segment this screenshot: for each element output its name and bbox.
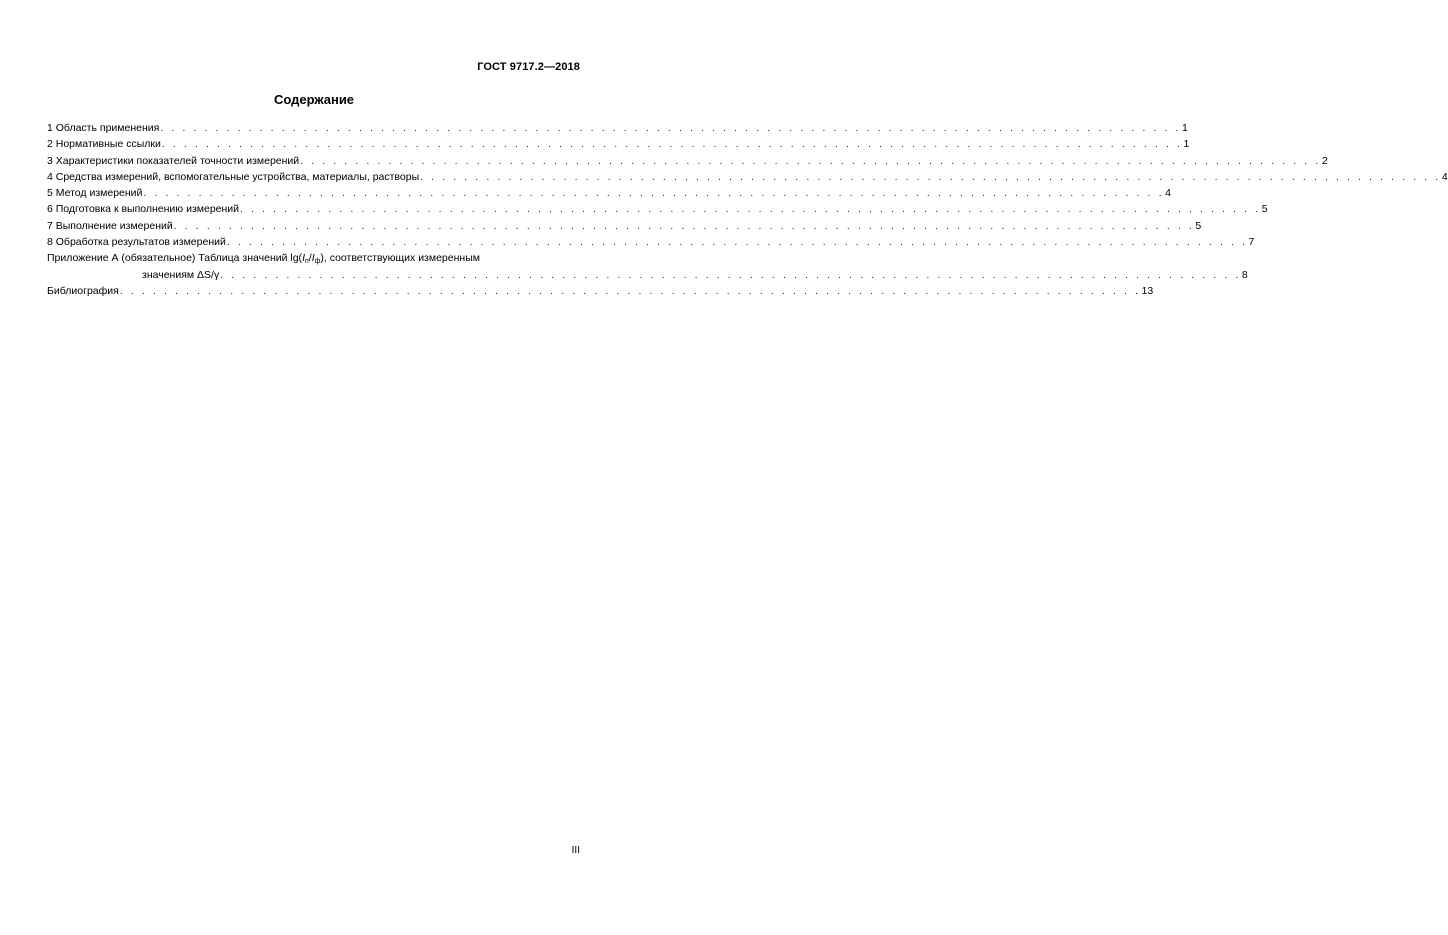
toc-leader-dots: . . . . . . . . . . . . . . . . . . . . . . . . . . . . . . . . . . . . . . . . . . . . . . . . . . . . . . . . . . . . . . . . . . . . . . . . . . . . . . . . . . . . . . . . . . . . . [160,122,1182,134]
page-number: III [571,845,580,856]
table-of-contents [47,120,1448,299]
toc-entry-scope[interactable] [47,120,1188,136]
toc-leader-dots: . . . . . . . . . . . . . . . . . . . . . . . . . . . . . . . . . . . . . . . . . . . . . . . . . . . . . . . . . . . . . . . . . . . . . . . . . . . . . . . . . . . . . . . . . . . . . [173,219,1195,232]
subscript-f: ф [314,258,321,266]
intensity-symbol: I [311,252,315,265]
toc-leader-dots: . . . . . . . . . . . . . . . . . . . . . . . . . . . . . . . . . . . . . . . . . . . . . . . . . . . . . . . . . . . . . . . . . . . . . . . . . . . . . . . . . . . . . . . . . . . . . [119,284,1141,297]
toc-entry-preparation[interactable] [47,201,1268,217]
toc-entry-processing[interactable] [47,234,1255,250]
appendix-second-line [47,267,1248,283]
toc-entry-label: 4 Средства измерений, вспомогательные устройства, материалы, растворы [47,170,420,183]
toc-entry-method[interactable] [47,185,1171,201]
toc-leader-dots: . . . . . . . . . . . . . . . . . . . . . . . . . . . . . . . . . . . . . . . . . . . . . . . . . . . . . . . . . . . . . . . . . . . . . . . . . . . . . . . . . . . . . . . . . . . . . [143,187,1165,200]
toc-entry-page: 13 [1141,284,1154,297]
intensity-symbol: I [302,252,305,265]
toc-leader-dots: . . . . . . . . . . . . . . . . . . . . . . . . . . . . . . . . . . . . . . . . . . . . . . . . . . . . . . . . . . . . . . . . . . . . . . . . . . . . . . . . . . . . . . . . . . . . . [420,170,1441,183]
toc-entry-label: 2 Нормативные ссылки [47,138,161,151]
appendix-title-suffix: ), соответствующих измеренным [320,252,480,265]
toc-entry-execution[interactable] [47,218,1202,234]
toc-entry-label: 3 Характеристики показателей точности измерений [47,154,300,167]
toc-entry-page: 1 [1182,122,1188,134]
toc-leader-dots: . . . . . . . . . . . . . . . . . . . . . . . . . . . . . . . . . . . . . . . . . . . . . . . . . . . . . . . . . . . . . . . . . . . . . . . . . . . . . . . . . . . . . . . . . . . . . [300,154,1321,167]
toc-entry-page: 5 [1261,203,1268,216]
toc-entry-label: 1 Область применения [47,122,160,134]
toc-entry-label: 6 Подготовка к выполнению измерений [47,203,240,216]
toc-entry-page: 7 [1248,236,1255,249]
toc-leader-dots: . . . . . . . . . . . . . . . . . . . . . . . . . . . . . . . . . . . . . . . . . . . . . . . . . . . . . . . . . . . . . . . . . . . . . . . . . . . . . . . . . . . . . . . . . . . . . [226,236,1248,249]
toc-entry-label: 8 Обработка результатов измерений [47,236,226,249]
toc-entry-accuracy[interactable] [47,153,1328,169]
toc-entry-appendix-a[interactable] [47,250,1248,283]
toc-entry-page: 4 [1441,170,1448,183]
subscript-n: п [304,258,309,266]
toc-entry-bibliography[interactable] [47,283,1154,299]
appendix-title-prefix: Приложение А (обязательное) Таблица значений lg( [47,252,303,265]
toc-entry-page: 8 [1241,268,1248,281]
division-slash: / [308,252,312,265]
toc-leader-dots: . . . . . . . . . . . . . . . . . . . . . . . . . . . . . . . . . . . . . . . . . . . . . . . . . . . . . . . . . . . . . . . . . . . . . . . . . . . . . . . . . . . . . . . . . . . . . [240,203,1261,216]
appendix-title-continuation: значениям ΔS/γ [142,268,220,281]
toc-entry-instruments[interactable] [47,169,1448,185]
toc-entry-page: 4 [1165,187,1171,200]
toc-leader-dots: . . . . . . . . . . . . . . . . . . . . . . . . . . . . . . . . . . . . . . . . . . . . . . . . . . . . . . . . . . . . . . . . . . . . . . . . . . . . . . . . . . . . . . . . . . . . . [161,138,1183,151]
toc-leader-dots: . . . . . . . . . . . . . . . . . . . . . . . . . . . . . . . . . . . . . . . . . . . . . . . . . . . . . . . . . . . . . . . . . . . . . . . . . . . . . . . . . . . . . . . . . . . . . [220,268,1241,281]
toc-entry-page: 5 [1195,219,1202,232]
appendix-title-line [47,250,575,266]
toc-entry-normative-references[interactable] [47,136,1190,152]
toc-entry-page: 1 [1183,138,1190,151]
toc-entry-label: 5 Метод измерений [47,187,143,200]
toc-entry-page: 2 [1321,154,1328,167]
toc-entry-label: Библиография [47,284,119,297]
document-code: ГОСТ 9717.2—2018 [477,61,580,73]
toc-entry-label: 7 Выполнение измерений [47,219,173,232]
page-title: Содержание [273,92,355,107]
